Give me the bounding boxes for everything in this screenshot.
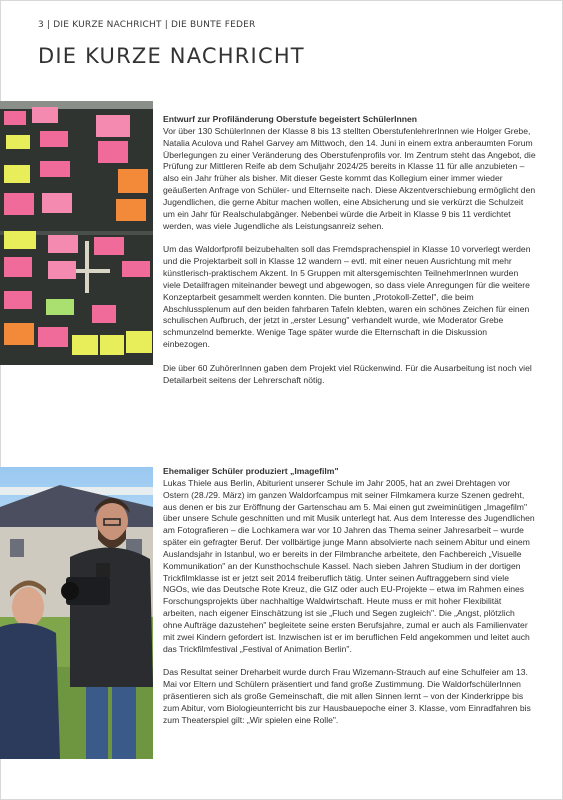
article-profile-change [163, 114, 536, 398]
page-title: DIE KURZE NACHRICHT [38, 44, 305, 68]
page-number: 3 [38, 20, 44, 30]
article-paragraph: Das Resultat seiner Dreharbeit wurde durch Frau Wizemann-Strauch auf eine Schulfeier am 13. Mai vor Eltern und Schülern präsentiert und fand große Zustimmung. Die WaldorfschülerInnen präsentieren sich als große Gemeinschaft, die mit allen Sinnen lernt – von der Kinderkrippe bis zum Abitur, vom Biologieunterricht bis zur Hausbauepoche einer 3. Klasse, vom Einradfahren bis zum Theaterspiel gilt: „Wir spielen eine Rolle". [163, 667, 531, 725]
filmmaker-scene-illustration [0, 467, 153, 759]
section-name: DIE KURZE NACHRICHT [53, 20, 162, 30]
running-header: 3 | DIE KURZE NACHRICHT | DIE BUNTE FEDER [38, 20, 256, 30]
filmmaker-photo [0, 467, 153, 759]
magazine-name: DIE BUNTE FEDER [171, 20, 256, 30]
sticky-notes-board-photo [0, 101, 153, 365]
article-paragraph: Die über 60 ZuhörerInnen gaben dem Projekt viel Rückenwind. Für die Ausarbeitung ist noch viel Detailarbeit seitens der Lehrerschaft nötig. [163, 362, 532, 385]
article-paragraph: Lukas Thiele aus Berlin, Abiturient unserer Schule im Jahr 2005, hat an zwei Drehtagen vor Ostern (28./29. März) im ganzen Waldorfcampus mit seiner Filmkamera kurze Szenen gedreht, aus denen er bis zur Eröffnung der Gartenschau am 5. Mai einen gut zweiminütigen „Imagefilm" über unsere Schule geschnitten und mit Musik unterlegt hat. Aus dem Interesse des Jugendlichen am Fotografieren – die Lochkamera war vor 10 Jahren das Thema seiner Jahresarbeit – wurde später ein gefragter Beruf. Der vollbärtige junge Mann absolvierte nach seinem Abitur und einem Auslandsjahr in Istanbul, wo er bereits in der Filmbranche arbeitete, den Fachbereich „Visuelle Kommunikation" an der Kunsthochschule Kassel. Nach sieben Jahren Studium in der dortigen Trickfilmklasse ist er jetzt seit 2014 freiberuflich tätig. Unter seinen Auftraggebern sind viele NGOs, wie das Deutsche Rote Kreuz, die GIZ oder auch EU-Projekte – etwa im Rahmen eines Forschungsprojekts über nachhaltige Waldwirtschaft. Heute muss er mit hoher Flexibilität arbeiten, nach eigener Einschätzung ist sie „Fluch und Segen zugleich". Die „Angst, plötzlich ohne Aufträge dazustehen" begleitete seine ersten Berufsjahre, zumal er auch als Familienvater mit zwei Kindern gefordert ist. Inzwischen ist er im beruflichen Feld angekommen und leitet auch das Trickfilmfestival „Festival of Animation Berlin". [163, 477, 535, 654]
article-paragraph: Vor über 130 SchülerInnen der Klasse 8 bis 13 stellten OberstufenlehrerInnen wie Holger Grebe, Natalia Aculova und Rahel Garvey am Mittwoch, den 14. Juni in einem extra anberaumten Forum Überlegungen zu einer Veränderung des Oberstufenprofils vor. Im Zentrum steht das Angebot, die Prüfung zur Mittleren Reife ab dem Schuljahr 2024/25 bereits in Klasse 11 für alle anzubieten – also ein Jahr früher als bisher. Mit dieser Geste kommt das Kollegium einer immer wieder geäußerten Anfrage von Schüler- und Elternseite nach. Diese Akzentverschiebung ermöglicht den Jugendlichen, die gerne Abitur machen wollen, eine Absicherung und sie verkürzt die Schulzeit um ein Jahr für Realschulabgänger. Nebenbei würde die Arbeit in Klasse 9 bis 11 verdichtet werden, was viele Jugendliche als Leistungsanreiz sehen. [163, 125, 536, 231]
article-paragraph: Um das Waldorfprofil beizubehalten soll das Fremdsprachenspiel in Klasse 10 vorverlegt werden und die Projektarbeit soll in Klasse 12 wandern – evtl. mit einer neuen Ausrichtung mit mehr künstlerisch-praktischem Akzent. In 5 Gruppen mit altersgemischten TeilnehmerInnen wurden viele Detailfragen miteinander bewegt und abgewogen, so dass viele Anregungen für die weitere Konzeptarbeit gesammelt werden konnten. Die bunten „Protokoll-Zettel", die beim Abschlussplenum auf den beiden fahrbaren Tafeln klebten, waren ein schönes Zeichen für einen schulischen Aufbruch, der jetzt in „erster Lesung" verhandelt wurde, wie Moderator Grebe schmunzelnd bemerkte. Wenige Tage später wurde die Elternschaft in die Diskussion einbezogen. [163, 244, 531, 350]
article-headline: Entwurf zur Profiländerung Oberstufe begeistert SchülerInnen [163, 114, 418, 124]
article-headline: Ehemaliger Schüler produziert „Imagefilm" [163, 466, 339, 476]
article-imagefilm [163, 466, 536, 738]
